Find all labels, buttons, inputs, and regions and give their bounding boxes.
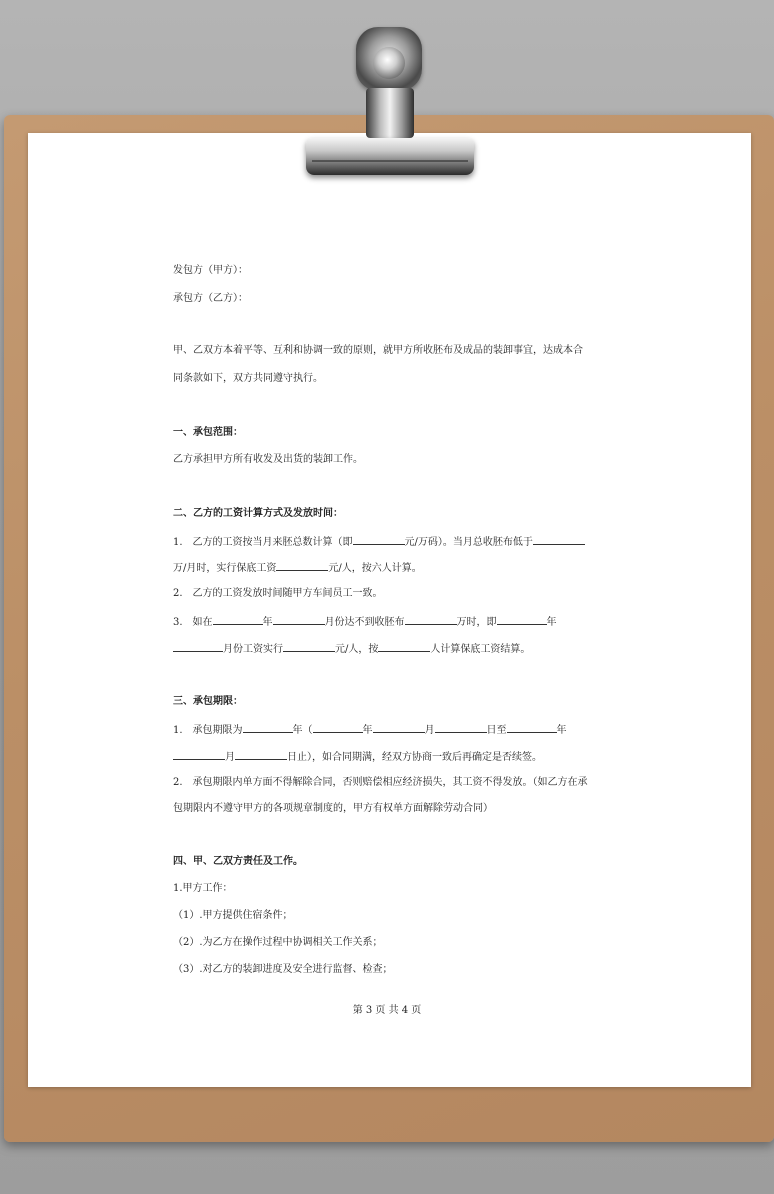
contract-page	[28, 133, 751, 1087]
blank-field	[378, 642, 430, 652]
binder-clip	[306, 138, 474, 175]
blank-field	[243, 723, 293, 733]
blank-field	[497, 615, 547, 625]
section-4-item-3: （3）.对乙方的装卸进度及安全进行监督、检查；	[173, 964, 393, 975]
section-2-item-2: 2. 乙方的工资发放时间随甲方车间员工一致。	[173, 588, 383, 599]
section-3-title: 三、承包期限：	[173, 696, 243, 707]
blank-field	[173, 750, 225, 760]
page-number: 第 3 页 共 4 页	[352, 1005, 422, 1016]
blank-field	[273, 615, 325, 625]
party-a-line: 发包方（甲方）：	[173, 265, 248, 276]
section-2-item-1-line-2: 万/月时，实行保底工资 元/人，按六人计算。	[173, 563, 422, 574]
section-2-item-3-line-1: 3. 如在 年 月份达不到收胚布 万时，即 年	[173, 617, 557, 628]
intro-line-2: 同条款如下，双方共同遵守执行。	[173, 373, 323, 384]
section-3-item-1-line-2: 月 日止），如合同期满，经双方协商一致后再确定是否续签。	[173, 750, 542, 764]
section-2-item-3-line-2: 月份工资实行 元/人，按 人计算保底工资结算。	[173, 642, 530, 656]
blank-field	[276, 561, 328, 571]
section-4-title: 四、甲、乙双方责任及工作。	[173, 856, 303, 867]
blank-field	[405, 615, 457, 625]
clip-hole	[373, 47, 405, 79]
section-2-title: 二、乙方的工资计算方式及发放时间：	[173, 508, 343, 519]
blank-field	[173, 642, 223, 652]
section-1-title: 一、承包范围：	[173, 427, 243, 438]
section-3-item-2-line-2: 包期限内不遵守甲方的各项规章制度的，甲方有权单方面解除劳动合同）	[173, 803, 493, 814]
section-1-body: 乙方承担甲方所有收发及出货的装卸工作。	[173, 454, 363, 465]
intro-line-1: 甲、乙双方本着平等、互利和协调一致的原则，就甲方所收胚布及成品的装卸事宜，达成本合	[173, 345, 583, 356]
blank-field	[533, 535, 585, 545]
section-2-item-1-line-1: 1. 乙方的工资按当月来胚总数计算（即 元/万码）。当月总收胚布低于	[173, 535, 585, 549]
section-3-item-1-line-1: 1. 承包期限为 年（ 年 月 日至 年	[173, 725, 567, 736]
blank-field	[313, 723, 363, 733]
blank-field	[373, 723, 425, 733]
section-4-item-1: （1）.甲方提供住宿条件；	[173, 910, 293, 921]
blank-field	[283, 642, 335, 652]
party-b-line: 承包方（乙方）：	[173, 293, 248, 304]
blank-field	[507, 723, 557, 733]
clip-edge	[312, 160, 468, 162]
section-3-item-2-line-1: 2. 承包期限内单方面不得解除合同，否则赔偿相应经济损失，其工资不得发放。（如乙方在承	[173, 777, 588, 788]
blank-field	[353, 535, 405, 545]
blank-field	[435, 723, 487, 733]
section-4-subtitle: 1.甲方工作：	[173, 883, 233, 894]
clip-neck	[366, 88, 414, 138]
blank-field	[213, 615, 263, 625]
section-4-item-2: （2）.为乙方在操作过程中协调相关工作关系；	[173, 937, 383, 948]
blank-field	[235, 750, 287, 760]
